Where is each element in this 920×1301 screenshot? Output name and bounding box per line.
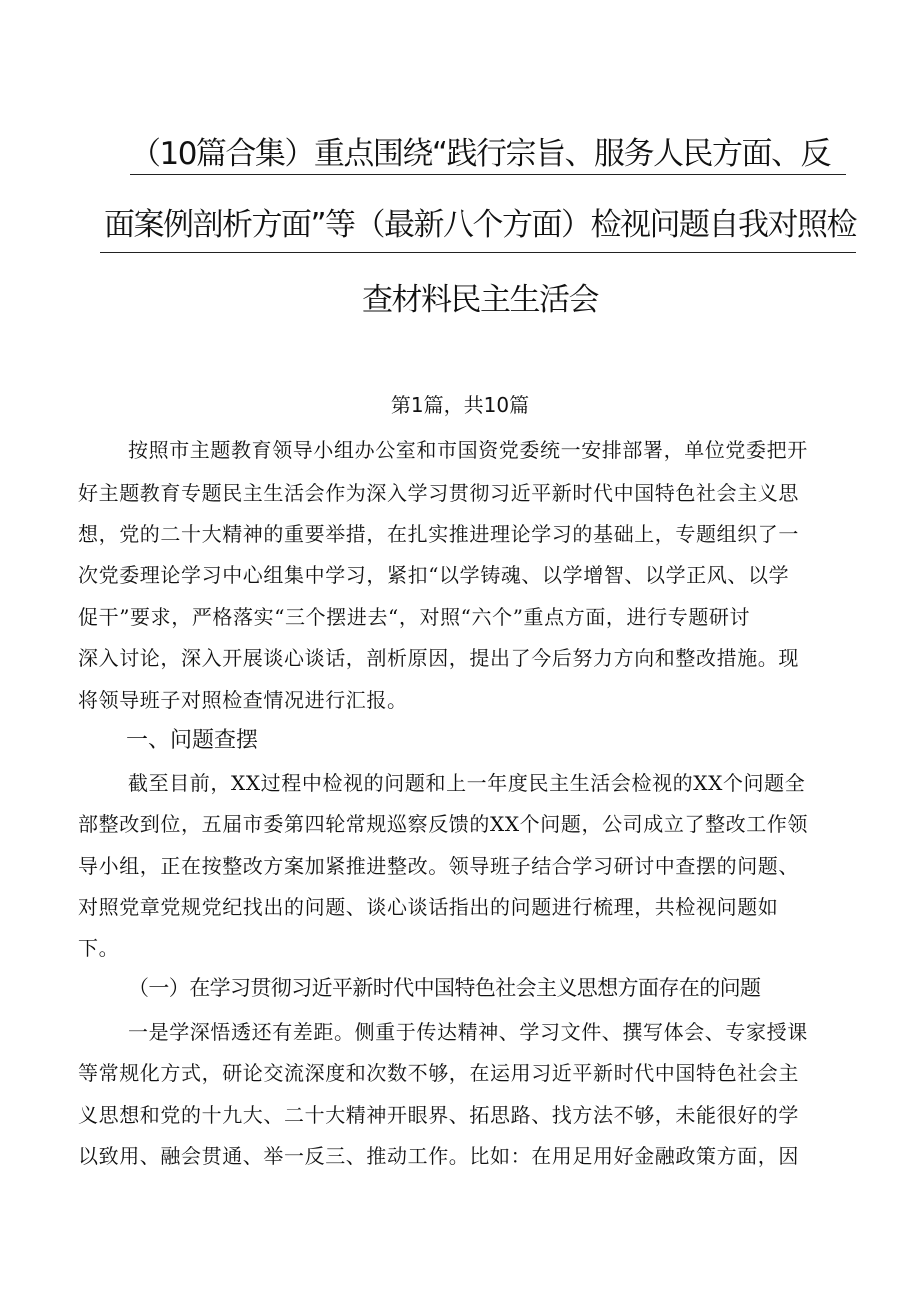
paragraph-line: 下。 [78, 936, 120, 960]
section-heading-1: 一、问题查摆 [126, 728, 259, 753]
paragraph-line: 次党委理论学习中心组集中学习，紧扣“以学铸魂、以学增智、以学正风、以学 [78, 563, 790, 587]
title-underline-1 [130, 174, 846, 175]
paragraph-line: 对照党章党规党纪找出的问题、谈心谈话指出的问题进行梳理，共检视问题如 [78, 895, 779, 919]
paragraph-line: 部整改到位，五届市委第四轮常规巡察反馈的XX个问题，公司成立了整改工作领 [78, 812, 809, 836]
paragraph-line: 等常规化方式，研论交流深度和次数不够，在运用习近平新时代中国特色社会主 [78, 1061, 799, 1085]
paragraph-line: 按照市主题教育领导小组办公室和市国资党委统一安排部署，单位党委把开 [128, 438, 808, 462]
document-title-line-3: 查材料民主生活会 [362, 282, 598, 318]
part-subtitle: 第1篇，共10篇 [390, 393, 530, 417]
paragraph-line: 想，党的二十大精神的重要举措，在扎实推进理论学习的基础上，专题组织了一 [78, 522, 799, 546]
paragraph-line: 导小组，正在按整改方案加紧推进整改。领导班子结合学习研讨中查摆的问题、 [78, 854, 799, 878]
paragraph-line: 义思想和党的十九大、二十大精神开眼界、拓思路、找方法不够，未能很好的学 [78, 1103, 799, 1127]
paragraph-line: 以致用、融会贯通、举一反三、推动工作。比如：在用足用好金融政策方面，因 [78, 1144, 799, 1168]
paragraph-line: 深入讨论，深入开展谈心谈话，剖析原因，提出了今后努力方向和整改措施。现 [78, 646, 799, 670]
paragraph-line: 好主题教育专题民主生活会作为深入学习贯彻习近平新时代中国特色社会主义思 [78, 481, 799, 505]
subsection-heading-1: （一）在学习贯彻习近平新时代中国特色社会主义思想方面存在的问题 [128, 976, 761, 1000]
document-title-line-2: 面案例剖析方面”等（最新八个方面）检视问题自我对照检 [103, 207, 857, 243]
title-underline-2 [100, 252, 856, 253]
paragraph-line: 促干”要求，严格落实“三个摆进去“，对照“六个”重点方面，进行专题研讨 [78, 605, 751, 629]
document-title-line-1: （10篇合集）重点围绕“践行宗旨、服务人民方面、反 [129, 136, 830, 172]
paragraph-line: 一是学深悟透还有差距。侧重于传达精神、学习文件、撰写体会、专家授课 [128, 1020, 808, 1044]
paragraph-line: 将领导班子对照检查情况进行汇报。 [78, 688, 408, 712]
paragraph-line: 截至目前，XX过程中检视的问题和上一年度民主生活会检视的XX个问题全 [128, 771, 806, 795]
